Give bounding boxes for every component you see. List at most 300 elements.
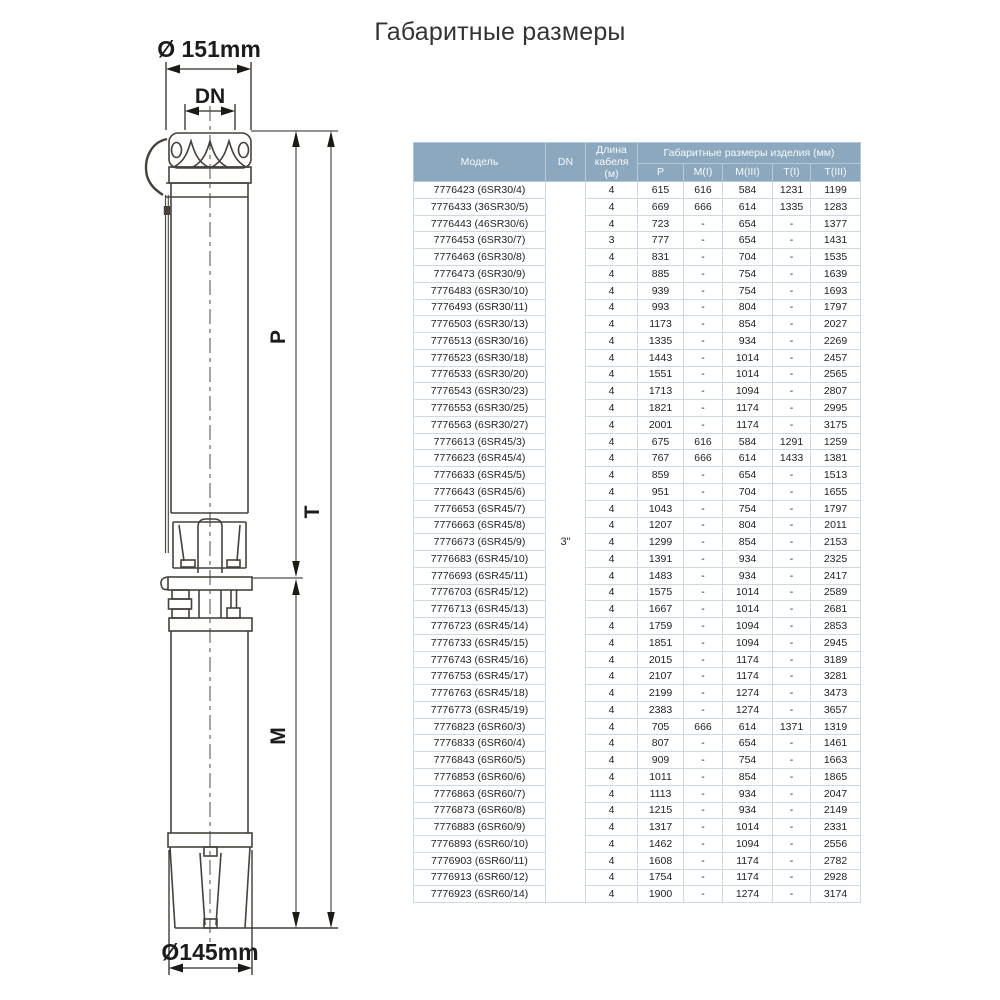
dimensions-table [413,142,861,903]
m1-cell: - [684,668,723,685]
table-row [414,785,861,802]
t1-cell: 1231 [773,182,811,199]
cable-cell: 4 [586,836,638,853]
m1-cell: - [684,215,723,232]
model-cell: 7776543 (6SR30/23) [414,383,546,400]
model-cell: 7776673 (6SR45/9) [414,534,546,551]
t1-cell: - [773,701,811,718]
cable-cell: 4 [586,869,638,886]
dim-dn-label: DN [194,85,226,108]
m1-cell: - [684,483,723,500]
table-row [414,836,861,853]
t1-cell: - [773,651,811,668]
t1-cell: 1371 [773,718,811,735]
m3-cell: 934 [723,785,773,802]
table-row [414,718,861,735]
cable-cell: 4 [586,534,638,551]
m3-cell: 754 [723,266,773,283]
t3-cell: 2011 [811,517,861,534]
cable-cell: 4 [586,215,638,232]
m1-cell: - [684,467,723,484]
dn-value-cell: 3" [546,182,586,903]
cable-cell: 4 [586,701,638,718]
m3-cell: 1094 [723,836,773,853]
t1-cell: - [773,551,811,568]
m3-cell: 704 [723,249,773,266]
pump-cable [146,139,170,553]
t3-cell: 1259 [811,433,861,450]
m3-cell: 1274 [723,886,773,903]
t1-cell: 1433 [773,450,811,467]
t1-cell: - [773,768,811,785]
cable-cell: 4 [586,886,638,903]
model-cell: 7776873 (6SR60/8) [414,802,546,819]
table-row [414,400,861,417]
t3-cell: 3174 [811,886,861,903]
m3-cell: 1014 [723,349,773,366]
m3-cell: 754 [723,500,773,517]
p-cell: 1483 [638,567,684,584]
m3-cell: 934 [723,567,773,584]
t1-cell: - [773,282,811,299]
cable-cell: 4 [586,416,638,433]
p-cell: 951 [638,483,684,500]
cable-cell: 4 [586,333,638,350]
p-cell: 1462 [638,836,684,853]
m3-cell: 854 [723,316,773,333]
table-row [414,182,861,199]
m3-cell: 1174 [723,651,773,668]
t1-cell: - [773,785,811,802]
t3-cell: 1199 [811,182,861,199]
model-cell: 7776443 (46SR30/6) [414,215,546,232]
col-header-dn: DN [546,143,586,182]
t3-cell: 2807 [811,383,861,400]
t1-cell: - [773,584,811,601]
model-cell: 7776743 (6SR45/16) [414,651,546,668]
p-cell: 1900 [638,886,684,903]
m1-cell: - [684,500,723,517]
p-cell: 1173 [638,316,684,333]
t3-cell: 1319 [811,718,861,735]
page-title: Габаритные размеры [374,18,626,46]
p-cell: 675 [638,433,684,450]
t1-cell: - [773,299,811,316]
m3-cell: 1274 [723,701,773,718]
m1-cell: 616 [684,433,723,450]
m3-cell: 1174 [723,416,773,433]
t3-cell: 2269 [811,333,861,350]
m3-cell: 804 [723,517,773,534]
table-row [414,215,861,232]
model-cell: 7776423 (6SR30/4) [414,182,546,199]
col-header-cable: Длина кабеля (м) [586,143,638,182]
t3-cell: 2149 [811,802,861,819]
t3-cell: 3175 [811,416,861,433]
m1-cell: - [684,634,723,651]
m3-cell: 654 [723,232,773,249]
m3-cell: 804 [723,299,773,316]
m3-cell: 1014 [723,366,773,383]
t3-cell: 3189 [811,651,861,668]
m1-cell: - [684,735,723,752]
t3-cell: 1381 [811,450,861,467]
model-cell: 7776723 (6SR45/14) [414,618,546,635]
t1-cell: - [773,215,811,232]
t1-cell: - [773,735,811,752]
cable-cell: 4 [586,819,638,836]
t1-cell: - [773,517,811,534]
model-cell: 7776633 (6SR45/5) [414,467,546,484]
m1-cell: - [684,416,723,433]
m1-cell: 616 [684,182,723,199]
t1-cell: - [773,500,811,517]
t1-cell: - [773,836,811,853]
p-cell: 831 [638,249,684,266]
m3-cell: 654 [723,215,773,232]
p-cell: 1011 [638,768,684,785]
t3-cell: 2153 [811,534,861,551]
m3-cell: 1094 [723,618,773,635]
m3-cell: 1094 [723,383,773,400]
model-cell: 7776473 (6SR30/9) [414,266,546,283]
m3-cell: 704 [723,483,773,500]
cable-cell: 4 [586,198,638,215]
p-cell: 1713 [638,383,684,400]
m1-cell: 666 [684,198,723,215]
cable-cell: 4 [586,483,638,500]
p-cell: 1759 [638,618,684,635]
t3-cell: 2853 [811,618,861,635]
m1-cell: - [684,383,723,400]
t3-cell: 1461 [811,735,861,752]
col-header-model: Модель [414,143,546,182]
model-cell: 7776903 (6SR60/11) [414,852,546,869]
m3-cell: 1014 [723,819,773,836]
cable-cell: 4 [586,400,638,417]
t3-cell: 2417 [811,567,861,584]
dim-top-diameter-label: Ø 151mm [157,36,261,62]
p-cell: 2001 [638,416,684,433]
p-cell: 1391 [638,551,684,568]
m3-cell: 654 [723,467,773,484]
model-cell: 7776523 (6SR30/18) [414,349,546,366]
m3-cell: 1014 [723,584,773,601]
m3-cell: 1174 [723,869,773,886]
t3-cell: 1639 [811,266,861,283]
p-cell: 939 [638,282,684,299]
table-row [414,852,861,869]
t3-cell: 2589 [811,584,861,601]
p-cell: 669 [638,198,684,215]
cable-cell: 4 [586,668,638,685]
p-cell: 2383 [638,701,684,718]
m1-cell: - [684,299,723,316]
m1-cell: - [684,333,723,350]
model-cell: 7776753 (6SR45/17) [414,668,546,685]
p-cell: 777 [638,232,684,249]
table-row [414,802,861,819]
t3-cell: 2047 [811,785,861,802]
t1-cell: - [773,249,811,266]
t3-cell: 1377 [811,215,861,232]
m1-cell: 666 [684,718,723,735]
model-cell: 7776533 (6SR30/20) [414,366,546,383]
m3-cell: 1174 [723,400,773,417]
table-row [414,232,861,249]
t1-cell: - [773,383,811,400]
cable-cell: 4 [586,266,638,283]
p-cell: 1575 [638,584,684,601]
table-row [414,886,861,903]
m1-cell: - [684,517,723,534]
t1-cell: - [773,349,811,366]
t3-cell: 2995 [811,400,861,417]
t1-cell: - [773,634,811,651]
cable-cell: 4 [586,467,638,484]
m3-cell: 614 [723,198,773,215]
t3-cell: 1535 [811,249,861,266]
dim-p-label: P [267,329,290,345]
col-header-m3: М(III) [723,163,773,182]
model-cell: 7776863 (6SR60/7) [414,785,546,802]
cable-cell: 4 [586,634,638,651]
table-row [414,500,861,517]
m1-cell: - [684,534,723,551]
table-row [414,651,861,668]
table-row [414,433,861,450]
model-cell: 7776693 (6SR45/11) [414,567,546,584]
table-row [414,534,861,551]
m1-cell: - [684,567,723,584]
m3-cell: 614 [723,718,773,735]
m3-cell: 1274 [723,685,773,702]
dim-vertical-lines [296,146,331,913]
cable-cell: 4 [586,601,638,618]
m1-cell: 666 [684,450,723,467]
m1-cell: - [684,685,723,702]
table-row [414,768,861,785]
col-header-t1: Т(I) [773,163,811,182]
model-cell: 7776513 (6SR30/16) [414,333,546,350]
model-cell: 7776923 (6SR60/14) [414,886,546,903]
m1-cell: - [684,366,723,383]
model-cell: 7776883 (6SR60/9) [414,819,546,836]
t3-cell: 3657 [811,701,861,718]
m1-cell: - [684,651,723,668]
table-row [414,551,861,568]
t1-cell: - [773,668,811,685]
m1-cell: - [684,349,723,366]
cable-cell: 4 [586,366,638,383]
table-row [414,601,861,618]
cable-cell: 4 [586,718,638,735]
p-cell: 1667 [638,601,684,618]
t3-cell: 2325 [811,551,861,568]
m1-cell: - [684,768,723,785]
t1-cell: - [773,467,811,484]
t3-cell: 1797 [811,299,861,316]
table-row [414,366,861,383]
col-header-t3: Т(III) [811,163,861,182]
t3-cell: 1693 [811,282,861,299]
cable-cell: 4 [586,752,638,769]
t1-cell: - [773,685,811,702]
t3-cell: 1663 [811,752,861,769]
table-row [414,819,861,836]
model-cell: 7776503 (6SR30/13) [414,316,546,333]
model-cell: 7776713 (6SR45/13) [414,601,546,618]
p-cell: 1113 [638,785,684,802]
cable-cell: 4 [586,517,638,534]
m1-cell: - [684,282,723,299]
t3-cell: 2565 [811,366,861,383]
cable-cell: 4 [586,651,638,668]
p-cell: 1551 [638,366,684,383]
cable-cell: 4 [586,450,638,467]
model-cell: 7776563 (6SR30/27) [414,416,546,433]
p-cell: 1299 [638,534,684,551]
t3-cell: 2457 [811,349,861,366]
t3-cell: 2782 [811,852,861,869]
model-cell: 7776553 (6SR30/25) [414,400,546,417]
t1-cell: - [773,333,811,350]
pump-suction-section [161,519,252,631]
p-cell: 993 [638,299,684,316]
p-cell: 2107 [638,668,684,685]
table-row [414,266,861,283]
t3-cell: 2027 [811,316,861,333]
cable-cell: 4 [586,249,638,266]
model-cell: 7776643 (6SR45/6) [414,483,546,500]
m3-cell: 1014 [723,601,773,618]
p-cell: 1215 [638,802,684,819]
p-cell: 1851 [638,634,684,651]
table-row [414,450,861,467]
table-row [414,333,861,350]
table-row [414,299,861,316]
table-row [414,249,861,266]
m1-cell: - [684,752,723,769]
p-cell: 705 [638,718,684,735]
t1-cell: - [773,819,811,836]
p-cell: 1335 [638,333,684,350]
t3-cell: 3473 [811,685,861,702]
t1-cell: - [773,802,811,819]
m1-cell: - [684,701,723,718]
model-cell: 7776653 (6SR45/7) [414,500,546,517]
cable-cell: 4 [586,349,638,366]
m3-cell: 614 [723,450,773,467]
cable-cell: 4 [586,852,638,869]
table-row [414,483,861,500]
m3-cell: 934 [723,802,773,819]
cable-cell: 4 [586,768,638,785]
m3-cell: 584 [723,433,773,450]
m3-cell: 754 [723,752,773,769]
p-cell: 723 [638,215,684,232]
cable-cell: 3 [586,232,638,249]
m1-cell: - [684,400,723,417]
t3-cell: 1865 [811,768,861,785]
model-cell: 7776733 (6SR45/15) [414,634,546,651]
p-cell: 909 [638,752,684,769]
cable-cell: 4 [586,182,638,199]
t3-cell: 2681 [811,601,861,618]
m3-cell: 1174 [723,668,773,685]
model-cell: 7776493 (6SR30/11) [414,299,546,316]
m1-cell: - [684,785,723,802]
t3-cell: 3281 [811,668,861,685]
p-cell: 1821 [638,400,684,417]
p-cell: 1043 [638,500,684,517]
cable-cell: 4 [586,500,638,517]
model-cell: 7776763 (6SR45/18) [414,685,546,702]
m3-cell: 934 [723,551,773,568]
t1-cell: 1291 [773,433,811,450]
t3-cell: 2331 [811,819,861,836]
cable-cell: 4 [586,802,638,819]
table-body [414,182,861,903]
cable-cell: 4 [586,567,638,584]
motor-bottom [170,847,338,928]
t1-cell: - [773,752,811,769]
p-cell: 1317 [638,819,684,836]
cable-cell: 4 [586,299,638,316]
dim-t-label: T [301,505,324,519]
t3-cell: 2928 [811,869,861,886]
cable-cell: 4 [586,685,638,702]
model-cell: 7776433 (36SR30/5) [414,198,546,215]
model-cell: 7776663 (6SR45/8) [414,517,546,534]
model-cell: 7776623 (6SR45/4) [414,450,546,467]
m1-cell: - [684,601,723,618]
t1-cell: - [773,232,811,249]
t1-cell: - [773,534,811,551]
p-cell: 2015 [638,651,684,668]
col-header-m1: М(I) [684,163,723,182]
p-cell: 1207 [638,517,684,534]
cable-cell: 4 [586,785,638,802]
m3-cell: 1094 [723,634,773,651]
m1-cell: - [684,584,723,601]
t1-cell: - [773,567,811,584]
t1-cell: - [773,852,811,869]
cable-cell: 4 [586,551,638,568]
p-cell: 1443 [638,349,684,366]
table-row [414,467,861,484]
model-cell: 7776913 (6SR60/12) [414,869,546,886]
model-cell: 7776613 (6SR45/3) [414,433,546,450]
m3-cell: 854 [723,768,773,785]
m3-cell: 934 [723,333,773,350]
m1-cell: - [684,836,723,853]
cable-cell: 4 [586,618,638,635]
model-cell: 7776453 (6SR30/7) [414,232,546,249]
table-row [414,416,861,433]
p-cell: 807 [638,735,684,752]
t1-cell: - [773,869,811,886]
dim-bottom-diameter-label: Ø145mm [161,939,259,965]
m3-cell: 654 [723,735,773,752]
cable-cell: 4 [586,735,638,752]
t1-cell: - [773,266,811,283]
p-cell: 1608 [638,852,684,869]
t1-cell: - [773,400,811,417]
dim-m-label: M [267,727,290,745]
m1-cell: - [684,316,723,333]
t1-cell: - [773,366,811,383]
